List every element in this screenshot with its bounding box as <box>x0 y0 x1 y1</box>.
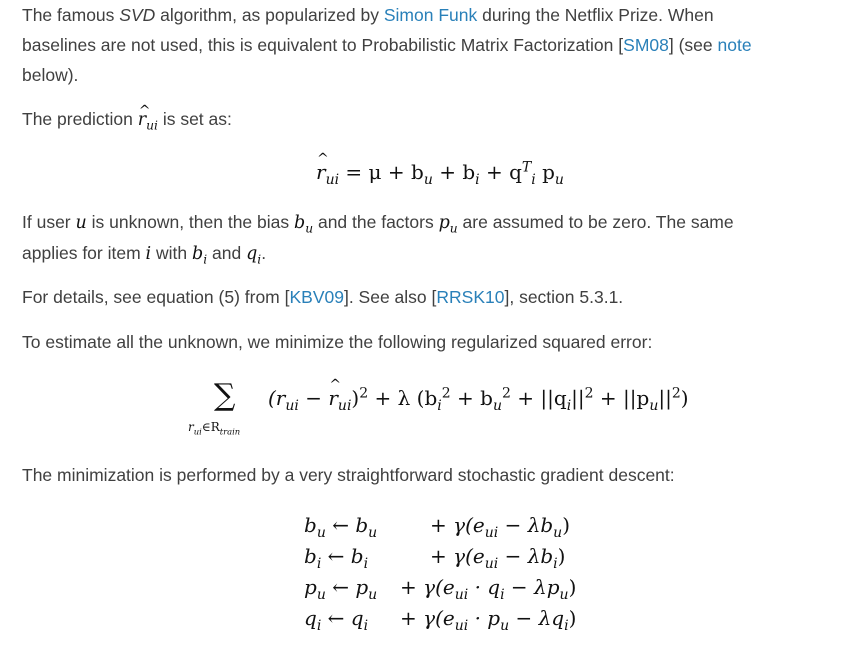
math-u: u <box>75 213 87 233</box>
math-sub: u <box>554 172 564 188</box>
math-text: ← b <box>321 544 364 568</box>
math-text: − <box>298 386 329 410</box>
math-sub: u <box>492 398 502 414</box>
math-r: r <box>328 386 338 410</box>
math-sub: i <box>363 618 369 634</box>
math-sub: ui <box>325 172 340 188</box>
kbv09-citation-link[interactable]: KBV09 <box>289 287 344 307</box>
math-sub: i <box>257 252 262 267</box>
math-text: p <box>304 575 317 599</box>
text: If user <box>22 212 76 232</box>
math-text: = μ + b <box>339 160 424 184</box>
math-b: b <box>294 213 306 233</box>
simon-funk-link[interactable]: Simon Funk <box>383 5 478 25</box>
math-sub: ui <box>454 587 469 603</box>
text: with <box>151 243 192 263</box>
math-q: q <box>246 244 258 264</box>
math-text: ) <box>568 606 577 630</box>
math-text: · q <box>468 575 501 599</box>
math-sup: 2 <box>359 385 369 402</box>
math-text: ∈R <box>201 420 220 434</box>
math-text: − λp <box>504 575 560 599</box>
rrsk10-citation-link[interactable]: RRSK10 <box>436 287 505 307</box>
math-sub: i <box>316 556 322 572</box>
update-bu <box>304 510 576 541</box>
text: is set as: <box>157 109 232 129</box>
math-p: p <box>438 213 450 233</box>
r-hat <box>316 160 340 188</box>
update-pu <box>304 572 576 603</box>
unknown-user-paragraph <box>22 207 848 269</box>
text: baselines are not used, this is equivalent to Probabilistic Matrix Factorization [ <box>22 35 624 55</box>
math-text: + γ(e <box>400 606 455 630</box>
math-sub: i <box>564 618 569 634</box>
math-text: ) <box>562 513 571 537</box>
math-text: ← p <box>325 575 369 599</box>
math-sub: ui <box>337 398 352 414</box>
text: . <box>261 243 267 263</box>
math-sub: u <box>316 587 326 603</box>
math-sub: u <box>305 221 314 236</box>
math-sub: u <box>423 172 433 188</box>
minimization-paragraph <box>22 460 848 490</box>
math-text: − λb <box>498 544 554 568</box>
math-text: b <box>304 544 317 568</box>
math-text: ) <box>557 544 566 568</box>
text: ], section 5.3.1. <box>504 287 624 307</box>
text: are assumed to be zero. The same <box>457 212 734 232</box>
math-text: + b <box>432 160 476 184</box>
math-text: + λ (b <box>368 386 438 410</box>
math-sub: u <box>553 525 563 541</box>
math-sub: ui <box>454 618 469 634</box>
math-sub: i <box>363 556 369 572</box>
sm08-citation-link[interactable]: SM08 <box>623 35 669 55</box>
math-sub: u <box>500 618 510 634</box>
math-sub: i <box>203 252 208 267</box>
math-text: (r <box>268 386 286 410</box>
note-link[interactable]: note <box>717 35 752 55</box>
math-sub: u <box>559 587 569 603</box>
math-text: b <box>304 513 317 537</box>
math-text: r <box>188 420 194 434</box>
text: The minimization is performed by a very straightforward stochastic gradient descent: <box>22 465 675 485</box>
math-sup: 2 <box>502 385 511 402</box>
math-sub: train <box>219 426 241 437</box>
objective-equation <box>188 378 708 438</box>
details-paragraph <box>22 282 848 312</box>
math-text: || <box>571 386 585 410</box>
math-sub: ui <box>146 118 158 133</box>
text: ]. See also [ <box>343 287 437 307</box>
math-b: b <box>192 244 204 264</box>
math-text: ) <box>680 386 689 410</box>
text: ] (see <box>668 35 718 55</box>
math-text: + ||p <box>593 386 650 410</box>
math-sup: 2 <box>671 385 681 402</box>
prediction-paragraph <box>22 104 848 135</box>
math-text: + γ(e <box>400 575 455 599</box>
math-text: · p <box>468 606 501 630</box>
r-hat-symbol <box>138 105 158 135</box>
math-text: q <box>304 606 317 630</box>
text: and the factors <box>313 212 439 232</box>
math-sub: u <box>649 398 659 414</box>
math-r: r <box>137 110 147 130</box>
math-r: r <box>316 160 326 184</box>
text: applies for item <box>22 243 146 263</box>
math-text: + q <box>479 160 522 184</box>
math-text: + γ(e <box>430 544 485 568</box>
text: To estimate all the unknown, we minimize the following regularized squared error: <box>22 332 653 352</box>
math-sub: i <box>475 172 480 188</box>
update-qi <box>304 603 576 634</box>
math-sub: u <box>368 587 378 603</box>
text: below). <box>22 65 79 85</box>
math-sub: ui <box>484 525 499 541</box>
math-text: ) <box>568 575 577 599</box>
math-sub: i <box>316 618 322 634</box>
sum-symbol: ∑ <box>214 378 236 413</box>
prediction-equation <box>316 159 564 188</box>
math-text: || <box>658 386 672 410</box>
math-sub: i <box>553 556 558 572</box>
text: The prediction <box>22 109 138 129</box>
sum-limit <box>188 420 241 437</box>
math-text: + b <box>450 386 493 410</box>
math-sub: i <box>437 398 442 414</box>
math-sub: i <box>531 172 536 188</box>
intro-paragraph <box>22 0 848 90</box>
math-text: − λq <box>509 606 565 630</box>
math-i: i <box>145 244 152 264</box>
text: The famous <box>22 5 120 25</box>
r-hat <box>328 386 352 414</box>
math-text: p <box>535 160 555 184</box>
math-sup: 2 <box>584 385 594 402</box>
math-sub: ui <box>484 556 499 572</box>
math-sub: u <box>449 221 458 236</box>
math-sub: ui <box>193 426 202 437</box>
math-sub: i <box>500 587 505 603</box>
math-text: − λb <box>498 513 554 537</box>
math-text: ← b <box>325 513 369 537</box>
objective-body <box>268 385 689 414</box>
sgd-update-rules <box>304 510 576 634</box>
svd-emphasis: SVD <box>119 5 156 25</box>
math-sub: u <box>316 525 326 541</box>
math-text: ← q <box>321 606 364 630</box>
text: For details, see equation (5) from [ <box>22 287 290 307</box>
text: and <box>207 243 247 263</box>
text: is unknown, then the bias <box>86 212 294 232</box>
math-sub: u <box>368 525 378 541</box>
math-sup: T <box>521 159 532 176</box>
math-text: + ||q <box>510 386 567 410</box>
math-sup: 2 <box>441 385 451 402</box>
estimate-paragraph <box>22 327 848 357</box>
math-sub: ui <box>285 398 299 414</box>
text: during the Netflix Prize. When <box>477 5 714 25</box>
math-text: ) <box>351 386 360 410</box>
update-bi <box>304 541 576 572</box>
math-text: + γ(e <box>430 513 485 537</box>
math-sub: i <box>566 398 572 414</box>
text: algorithm, as popularized by <box>155 5 384 25</box>
